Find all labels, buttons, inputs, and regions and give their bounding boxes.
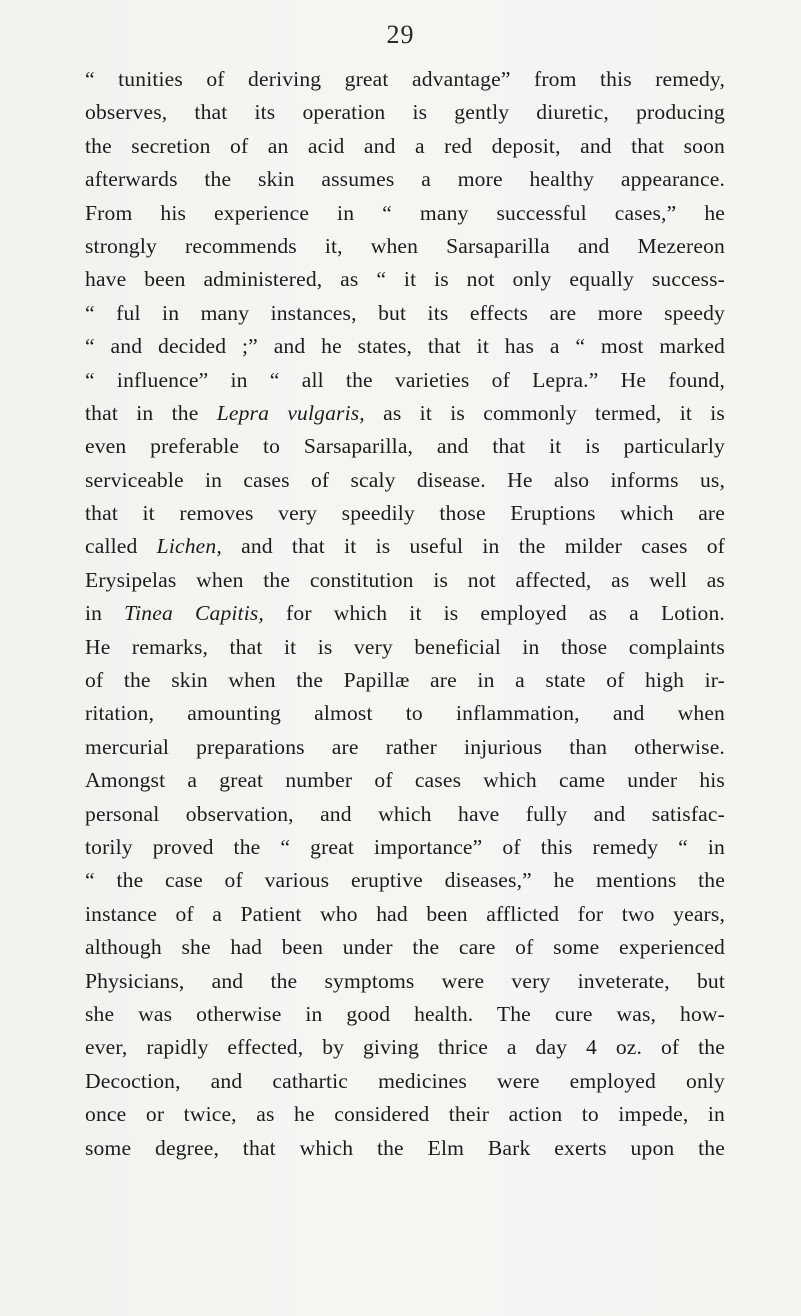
text-segment: Decoction, and cathartic medicines were employed only bbox=[85, 1068, 725, 1093]
text-segment: Amongst a great number of cases which came under his bbox=[85, 768, 725, 793]
text-line bbox=[85, 130, 725, 163]
text-segment: once or twice, as he considered their action to impede, in bbox=[85, 1102, 725, 1127]
text-line bbox=[85, 631, 725, 664]
text-line bbox=[85, 764, 725, 797]
text-line bbox=[85, 497, 725, 530]
text-segment: strongly recommends it, when Sarsaparilla and Mezereon bbox=[85, 233, 725, 258]
text-segment: the secretion of an acid and a red deposit, and that soon bbox=[85, 133, 725, 158]
text-segment: that in the bbox=[85, 400, 217, 425]
text-line bbox=[85, 864, 725, 897]
text-line bbox=[85, 364, 725, 397]
text-line bbox=[85, 464, 725, 497]
text-segment: even preferable to Sarsaparilla, and that it is particularly bbox=[85, 434, 725, 459]
text-line bbox=[85, 731, 725, 764]
text-line bbox=[85, 63, 725, 96]
text-segment: called bbox=[85, 534, 157, 559]
text-segment: afterwards the skin assumes a more healthy appearance. bbox=[85, 167, 725, 192]
text-segment: mercurial preparations are rather injurious than otherwise. bbox=[85, 734, 725, 759]
text-line bbox=[85, 197, 725, 230]
text-line bbox=[85, 697, 725, 730]
text-line bbox=[85, 798, 725, 831]
text-line bbox=[85, 397, 725, 430]
text-segment: ritation, amounting almost to inflammation, and when bbox=[85, 701, 725, 726]
text-line bbox=[85, 1132, 725, 1165]
text-line bbox=[85, 831, 725, 864]
text-segment: serviceable in cases of scaly disease. He also informs us, bbox=[85, 467, 725, 492]
text-segment: “ ful in many instances, but its effects are more speedy bbox=[85, 300, 725, 325]
text-segment: “ the case of various eruptive diseases,” he mentions the bbox=[85, 868, 725, 893]
text-segment: and that it is useful in the milder cases of bbox=[221, 534, 725, 559]
text-segment: instance of a Patient who had been afflicted for two years, bbox=[85, 901, 725, 926]
text-line bbox=[85, 263, 725, 296]
italic-term: Lepra vulgaris, bbox=[216, 400, 365, 425]
text-line bbox=[85, 230, 725, 263]
text-segment: she was otherwise in good health. The cure was, how- bbox=[85, 1001, 725, 1026]
text-segment: although she had been under the care of some experienced bbox=[85, 935, 725, 960]
italic-term: Lichen, bbox=[156, 534, 222, 559]
text-segment: personal observation, and which have fully and satisfac- bbox=[85, 801, 725, 826]
text-segment: some degree, that which the Elm Bark exerts upon the bbox=[85, 1135, 725, 1160]
italic-term: Tinea Capitis, bbox=[124, 601, 264, 626]
text-segment: From his experience in “ many successful cases,” he bbox=[85, 200, 725, 225]
body-text bbox=[85, 63, 725, 1165]
page-number: 29 bbox=[386, 20, 415, 49]
text-segment: He remarks, that it is very beneficial in those complaints bbox=[85, 634, 725, 659]
text-line bbox=[85, 664, 725, 697]
text-segment: ever, rapidly effected, by giving thrice a day 4 oz. of the bbox=[85, 1035, 725, 1060]
text-segment: Erysipelas when the constitution is not affected, as well as bbox=[85, 567, 725, 592]
text-line bbox=[85, 297, 725, 330]
text-segment: Physicians, and the symptoms were very inveterate, but bbox=[85, 968, 725, 993]
text-segment: torily proved the “ great importance” of this remedy “ in bbox=[85, 834, 725, 859]
text-line bbox=[85, 998, 725, 1031]
text-segment: observes, that its operation is gently diuretic, producing bbox=[85, 100, 725, 125]
text-line bbox=[85, 430, 725, 463]
text-line bbox=[85, 96, 725, 129]
text-segment: “ tunities of deriving great advantage” from this remedy, bbox=[85, 67, 725, 91]
text-segment: for which it is employed as a Lotion. bbox=[263, 601, 725, 626]
text-line bbox=[85, 1065, 725, 1098]
text-segment: as it is commonly termed, it is bbox=[364, 400, 725, 425]
text-line bbox=[85, 163, 725, 196]
text-segment: “ influence” in “ all the varieties of Lepra.” He found, bbox=[85, 367, 725, 392]
text-line bbox=[85, 597, 725, 630]
text-segment: that it removes very speedily those Eruptions which are bbox=[85, 501, 725, 526]
text-line bbox=[85, 931, 725, 964]
text-line bbox=[85, 1098, 725, 1131]
text-line bbox=[85, 965, 725, 998]
text-segment: “ and decided ;” and he states, that it has a “ most marked bbox=[85, 334, 725, 359]
text-line bbox=[85, 330, 725, 363]
text-segment: in bbox=[85, 601, 125, 626]
text-line bbox=[85, 1031, 725, 1064]
text-line bbox=[85, 898, 725, 931]
text-line bbox=[85, 530, 725, 563]
text-line bbox=[85, 564, 725, 597]
text-segment: of the skin when the Papillæ are in a state of high ir- bbox=[85, 668, 725, 693]
text-segment: have been administered, as “ it is not only equally success- bbox=[85, 267, 725, 292]
